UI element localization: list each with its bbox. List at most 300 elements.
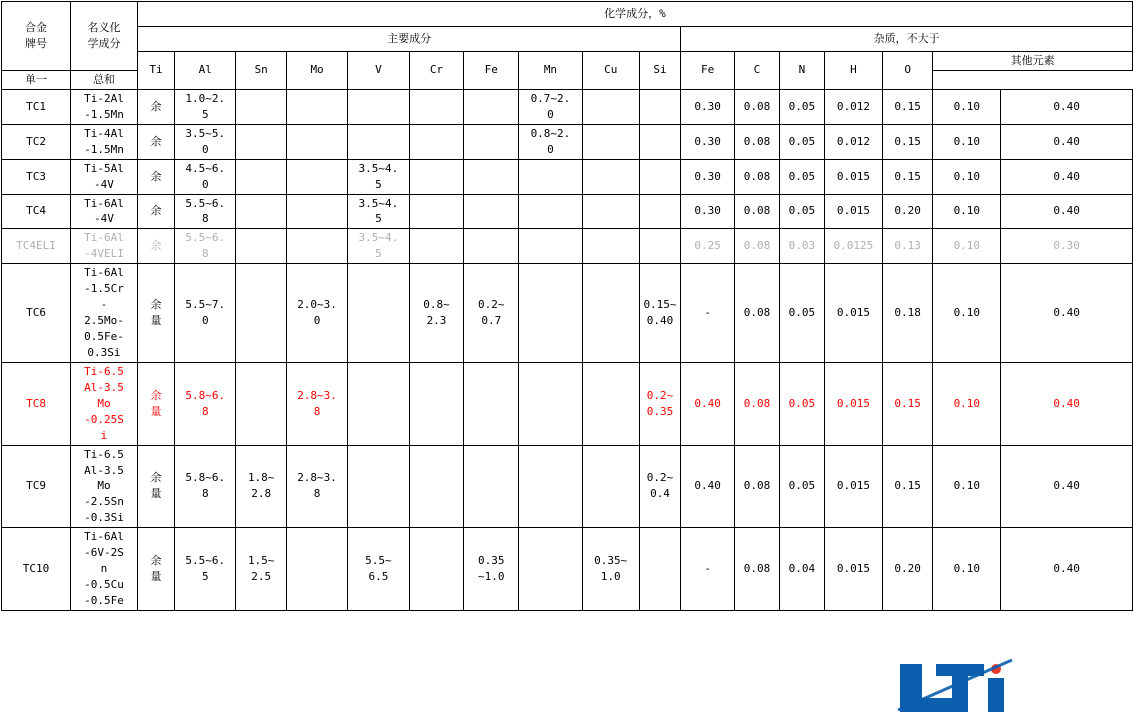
header-row-groups <box>2 27 1133 52</box>
cell-alloy-code <box>2 362 71 445</box>
cell-main-fe <box>464 528 519 611</box>
cell-nominal-line: Ti-6Al <box>84 530 124 544</box>
cell-nominal-composition <box>71 229 138 264</box>
cell-impurity-fe <box>681 194 735 229</box>
header-alloy-code <box>2 2 71 71</box>
cell-alloy-code <box>2 194 71 229</box>
cell-impurity-fe <box>681 528 735 611</box>
cell-impurity-n <box>779 194 824 229</box>
cell-main-v <box>348 194 409 229</box>
cell-main-al-line: 5.5~7. <box>185 298 226 312</box>
cell-other-single <box>933 124 1001 159</box>
cell-impurity-c <box>735 194 780 229</box>
cell-main-sn-line: 2.5 <box>251 570 272 584</box>
cell-impurity-h-line: 0.012 <box>836 134 870 148</box>
cell-main-si <box>639 229 681 264</box>
cell-main-cr <box>409 194 464 229</box>
cell-nominal-line: -4V <box>94 212 114 226</box>
cell-impurity-n <box>779 89 824 124</box>
cell-main-ti-line: 余 <box>150 169 162 183</box>
cell-main-cu <box>582 264 639 363</box>
cell-impurity-fe-line: 0.40 <box>694 479 721 493</box>
cell-main-mo-line: 8 <box>313 404 321 418</box>
cell-main-sn <box>236 264 286 363</box>
cell-other-total-line: 0.40 <box>1053 396 1080 410</box>
cell-nominal-line: -1.5Cr <box>84 282 124 296</box>
cell-other-total-line: 0.40 <box>1053 204 1080 218</box>
cell-nominal-line: Ti-2Al <box>84 91 124 105</box>
header-nominal-line2: 学成分 <box>87 36 121 50</box>
cell-main-v-line: 3.5~4. <box>358 231 399 245</box>
cell-main-mo <box>286 362 347 445</box>
cell-main-mo <box>286 194 347 229</box>
cell-nominal-line: -4V <box>94 177 114 191</box>
cell-main-sn-line: 2.8 <box>251 487 272 501</box>
cell-main-fe <box>464 194 519 229</box>
cell-main-v <box>348 89 409 124</box>
cell-impurity-h-line: 0.0125 <box>833 239 874 253</box>
cell-main-al-line: 5.8~6. <box>185 388 226 402</box>
cell-main-mn <box>519 159 583 194</box>
cell-main-al <box>175 264 236 363</box>
header-col-single: 单一 <box>2 70 71 89</box>
cell-impurity-n <box>779 528 824 611</box>
cell-main-ti <box>137 528 174 611</box>
cell-main-sn <box>236 159 286 194</box>
cell-main-mn <box>519 528 583 611</box>
cell-other-total-line: 0.40 <box>1053 479 1080 493</box>
header-col-v: V <box>348 52 409 90</box>
cell-impurity-fe-line: 0.30 <box>694 99 721 113</box>
header-nominal-line1: 名义化 <box>87 21 121 35</box>
header-col-mo: Mo <box>286 52 347 90</box>
cell-impurity-h-line: 0.015 <box>836 204 870 218</box>
cell-nominal-line: Ti-6.5 <box>84 364 124 378</box>
cell-main-mo <box>286 445 347 528</box>
header-col-al: Al <box>175 52 236 90</box>
cell-main-mn <box>519 89 583 124</box>
cell-main-al <box>175 528 236 611</box>
cell-main-mo <box>286 229 347 264</box>
cell-nominal-line: Ti-6Al <box>84 231 124 245</box>
cell-main-al-line: 0 <box>201 177 209 191</box>
cell-main-cu <box>582 362 639 445</box>
cell-other-single-line: 0.10 <box>953 396 981 410</box>
cell-nominal-line: 0.3Si <box>87 345 121 359</box>
cell-main-al-line: 8 <box>201 487 209 501</box>
cell-nominal-line: -6V-2S <box>84 546 124 560</box>
cell-main-ti-line: 余 <box>150 471 162 485</box>
cell-impurity-o <box>882 264 932 363</box>
cell-nominal-line: 2.5Mo- <box>84 314 124 328</box>
cell-alloy-code-line: TC4ELI <box>16 239 56 253</box>
cell-impurity-h-line: 0.012 <box>836 99 870 113</box>
cell-impurity-n-line: 0.05 <box>788 204 816 218</box>
cell-impurity-c-line: 0.08 <box>743 134 771 148</box>
cell-impurity-o-line: 0.18 <box>894 306 921 320</box>
cell-other-total-line: 0.40 <box>1053 134 1080 148</box>
cell-impurity-h <box>824 194 882 229</box>
cell-main-mo-line: 2.8~3. <box>297 388 337 402</box>
cell-main-al-line: 8 <box>201 247 209 261</box>
cell-main-al <box>175 159 236 194</box>
cell-main-sn <box>236 528 286 611</box>
cell-main-v <box>348 528 409 611</box>
cell-main-si <box>639 445 681 528</box>
cell-nominal-composition <box>71 89 138 124</box>
cell-other-single-line: 0.10 <box>953 306 981 320</box>
cell-nominal-line: Mo <box>97 396 111 410</box>
cell-main-v-line: 3.5~4. <box>358 161 399 175</box>
cell-nominal-composition <box>71 445 138 528</box>
cell-main-si <box>639 124 681 159</box>
cell-main-v-line: 5 <box>375 247 382 261</box>
cell-main-ti-line: 余 <box>150 554 162 568</box>
cell-impurity-h-line: 0.015 <box>836 479 870 493</box>
cell-impurity-h <box>824 445 882 528</box>
cell-impurity-n-line: 0.05 <box>788 99 816 113</box>
cell-main-al <box>175 194 236 229</box>
cell-main-ti-line: 余 <box>150 134 162 148</box>
cell-other-total <box>1001 264 1133 363</box>
cell-impurity-c-line: 0.08 <box>743 204 771 218</box>
cell-impurity-c <box>735 528 780 611</box>
cell-other-total-line: 0.40 <box>1053 306 1080 320</box>
header-col-mn: Mn <box>519 52 583 90</box>
cell-impurity-n-line: 0.05 <box>788 169 816 183</box>
cell-impurity-fe <box>681 362 735 445</box>
header-group-other-elements: 其他元素 <box>933 52 1133 71</box>
cell-main-fe <box>464 362 519 445</box>
cell-impurity-n-line: 0.05 <box>788 479 816 493</box>
cell-main-fe <box>464 229 519 264</box>
cell-main-sn-line: 1.5~ <box>247 554 275 568</box>
cell-main-mn <box>519 264 583 363</box>
cell-impurity-o <box>882 194 932 229</box>
cell-alloy-code-line: TC4 <box>26 204 46 218</box>
cell-impurity-c <box>735 445 780 528</box>
cell-alloy-code <box>2 89 71 124</box>
cell-main-si-line: 0.40 <box>646 314 674 328</box>
header-col-sn: Sn <box>236 52 286 90</box>
cell-main-ti <box>137 124 174 159</box>
cell-main-mo <box>286 124 347 159</box>
cell-impurity-c <box>735 159 780 194</box>
header-group-impurity: 杂质，不大于 <box>681 27 1133 52</box>
header-col-total: 总和 <box>71 70 138 89</box>
cell-main-fe <box>464 89 519 124</box>
chemical-composition-table <box>1 1 1133 611</box>
cell-impurity-c <box>735 264 780 363</box>
cell-main-mn-line: 0.8~2. <box>530 126 571 140</box>
cell-main-mn <box>519 229 583 264</box>
header-nominal-composition <box>71 2 138 71</box>
cell-main-ti <box>137 445 174 528</box>
cell-main-mo-line: 0 <box>313 314 321 328</box>
cell-alloy-code <box>2 159 71 194</box>
cell-main-al-line: 5.5~6. <box>185 554 226 568</box>
cell-nominal-composition <box>71 159 138 194</box>
cell-main-fe-line: 0.2~ <box>478 298 505 312</box>
cell-main-mo <box>286 89 347 124</box>
cell-impurity-h <box>824 362 882 445</box>
cell-impurity-o-line: 0.15 <box>894 134 921 148</box>
cell-main-cr <box>409 89 464 124</box>
header-col-si: Si <box>639 52 681 90</box>
cell-impurity-fe-line: - <box>704 306 711 320</box>
cell-impurity-c-line: 0.08 <box>743 239 771 253</box>
cell-impurity-c <box>735 362 780 445</box>
cell-main-cu <box>582 445 639 528</box>
cell-nominal-line: Ti-6Al <box>84 196 124 210</box>
cell-main-cr <box>409 229 464 264</box>
cell-main-al-line: 1.0~2. <box>185 91 226 105</box>
cell-main-ti <box>137 264 174 363</box>
cell-main-cr <box>409 159 464 194</box>
cell-nominal-line: Ti-6.5 <box>84 447 124 461</box>
cell-other-single-line: 0.10 <box>953 562 981 576</box>
cell-main-si-line: 0.2~ <box>646 388 674 402</box>
cell-main-sn <box>236 194 286 229</box>
cell-main-ti <box>137 159 174 194</box>
cell-impurity-fe <box>681 445 735 528</box>
cell-alloy-code <box>2 264 71 363</box>
cell-main-al-line: 8 <box>201 212 209 226</box>
cell-main-al-line: 8 <box>201 404 209 418</box>
cell-impurity-n <box>779 124 824 159</box>
cell-other-total <box>1001 528 1133 611</box>
cell-alloy-code <box>2 445 71 528</box>
cell-nominal-line: Ti-5Al <box>84 161 124 175</box>
cell-main-sn <box>236 124 286 159</box>
cell-nominal-composition <box>71 194 138 229</box>
table-row <box>2 159 1133 194</box>
cell-main-v-line: 6.5 <box>368 570 389 584</box>
cell-main-al <box>175 362 236 445</box>
cell-other-single-line: 0.10 <box>953 169 981 183</box>
cell-main-cr <box>409 528 464 611</box>
cell-other-total <box>1001 124 1133 159</box>
header-col-fe-impurity: Fe <box>681 52 735 90</box>
cell-impurity-fe-line: 0.25 <box>694 239 721 253</box>
cell-main-cu <box>582 159 639 194</box>
header-col-cu: Cu <box>582 52 639 90</box>
cell-other-total <box>1001 89 1133 124</box>
cell-impurity-n <box>779 229 824 264</box>
table-row <box>2 362 1133 445</box>
cell-main-ti-line: 余 <box>150 204 162 218</box>
cell-main-cu <box>582 89 639 124</box>
cell-nominal-composition <box>71 264 138 363</box>
header-col-o: O <box>882 52 932 90</box>
cell-other-single <box>933 89 1001 124</box>
header-col-cr: Cr <box>409 52 464 90</box>
cell-main-mo <box>286 264 347 363</box>
cell-main-al-line: 0 <box>201 314 209 328</box>
cell-main-si <box>639 528 681 611</box>
cell-impurity-c-line: 0.08 <box>743 396 771 410</box>
cell-alloy-code-line: TC3 <box>26 169 46 183</box>
cell-main-cu <box>582 194 639 229</box>
table-row <box>2 229 1133 264</box>
table-row <box>2 194 1133 229</box>
cell-other-total <box>1001 445 1133 528</box>
cell-impurity-fe-line: - <box>704 562 711 576</box>
cell-impurity-c-line: 0.08 <box>743 169 771 183</box>
cell-main-cr <box>409 124 464 159</box>
cell-impurity-o <box>882 445 932 528</box>
cell-impurity-n <box>779 264 824 363</box>
cell-main-mo-line: 2.8~3. <box>297 471 337 485</box>
cell-main-mn <box>519 194 583 229</box>
table-row <box>2 264 1133 363</box>
cell-main-ti-line: 量 <box>150 487 162 501</box>
header-row-subgroups <box>2 52 1133 71</box>
cell-other-total <box>1001 362 1133 445</box>
cell-nominal-line: Ti-6Al <box>84 266 124 280</box>
lti-watermark-logo <box>892 658 1042 718</box>
cell-main-mo <box>286 159 347 194</box>
table-row <box>2 89 1133 124</box>
cell-impurity-h <box>824 124 882 159</box>
cell-impurity-fe <box>681 229 735 264</box>
header-col-fe-main: Fe <box>464 52 519 90</box>
cell-impurity-c-line: 0.08 <box>743 562 771 576</box>
cell-main-fe-line: 0.7 <box>481 314 502 328</box>
cell-nominal-line: -0.5Cu <box>84 578 124 592</box>
cell-nominal-line: -0.25S <box>84 412 124 426</box>
cell-other-single <box>933 528 1001 611</box>
cell-nominal-line: -1.5Mn <box>84 142 124 156</box>
cell-impurity-o-line: 0.15 <box>894 169 921 183</box>
cell-main-mn <box>519 445 583 528</box>
cell-main-mn-line: 0.7~2. <box>530 91 571 105</box>
cell-impurity-o <box>882 89 932 124</box>
cell-nominal-line: -1.5Mn <box>84 107 124 121</box>
cell-main-ti-line: 余 <box>150 298 162 312</box>
cell-other-single <box>933 194 1001 229</box>
cell-main-ti-line: 量 <box>150 314 162 328</box>
cell-main-v <box>348 264 409 363</box>
cell-other-total-line: 0.30 <box>1053 239 1080 253</box>
cell-impurity-n-line: 0.03 <box>788 239 816 253</box>
cell-nominal-line: -0.5Fe <box>84 594 124 607</box>
cell-impurity-o-line: 0.20 <box>894 562 921 576</box>
cell-impurity-fe <box>681 124 735 159</box>
cell-impurity-n-line: 0.05 <box>788 134 816 148</box>
cell-main-al <box>175 124 236 159</box>
cell-impurity-n <box>779 159 824 194</box>
cell-main-si <box>639 194 681 229</box>
cell-other-total <box>1001 159 1133 194</box>
cell-main-si <box>639 362 681 445</box>
cell-impurity-fe-line: 0.30 <box>694 169 721 183</box>
cell-impurity-h <box>824 528 882 611</box>
cell-impurity-o-line: 0.20 <box>894 204 921 218</box>
cell-alloy-code-line: TC8 <box>26 396 46 410</box>
cell-impurity-o-line: 0.13 <box>894 239 921 253</box>
cell-main-sn <box>236 445 286 528</box>
cell-main-sn <box>236 89 286 124</box>
cell-main-fe <box>464 264 519 363</box>
cell-impurity-h <box>824 229 882 264</box>
cell-main-fe-line: 0.35 <box>478 554 505 568</box>
cell-main-al-line: 3.5~5. <box>185 126 226 140</box>
header-alloy-code-line2: 牌号 <box>25 36 48 50</box>
cell-impurity-o <box>882 229 932 264</box>
cell-other-single-line: 0.10 <box>953 239 981 253</box>
cell-impurity-c-line: 0.08 <box>743 99 771 113</box>
cell-alloy-code <box>2 124 71 159</box>
cell-main-al-line: 5 <box>201 107 209 121</box>
cell-main-ti <box>137 229 174 264</box>
cell-impurity-h-line: 0.015 <box>836 396 870 410</box>
cell-nominal-line: - <box>100 298 108 312</box>
cell-main-v-line: 5 <box>375 212 382 226</box>
table-row <box>2 528 1133 611</box>
cell-other-total-line: 0.40 <box>1053 562 1080 576</box>
cell-impurity-o <box>882 362 932 445</box>
cell-other-single <box>933 264 1001 363</box>
cell-main-cu-line: 1.0 <box>600 570 621 584</box>
header-group-main: 主要成分 <box>137 27 680 52</box>
cell-main-si-line: 0.4 <box>650 487 670 501</box>
table-body <box>2 89 1133 610</box>
cell-alloy-code <box>2 528 71 611</box>
cell-main-sn-line: 1.8~ <box>247 471 275 485</box>
cell-main-si-line: 0.2~ <box>646 471 674 485</box>
cell-main-v <box>348 159 409 194</box>
cell-other-single <box>933 445 1001 528</box>
cell-impurity-c <box>735 229 780 264</box>
cell-main-cr <box>409 445 464 528</box>
cell-main-mo-line: 2.0~3. <box>297 298 337 312</box>
cell-alloy-code-line: TC6 <box>26 306 46 320</box>
cell-other-single <box>933 159 1001 194</box>
cell-main-al-line: 5.5~6. <box>185 231 226 245</box>
cell-nominal-composition <box>71 362 138 445</box>
cell-main-mo <box>286 528 347 611</box>
cell-main-cu <box>582 229 639 264</box>
cell-nominal-composition <box>71 528 138 611</box>
cell-main-ti <box>137 89 174 124</box>
header-col-n: N <box>779 52 824 90</box>
cell-main-fe-line: ~1.0 <box>478 570 505 584</box>
cell-other-total-line: 0.40 <box>1053 99 1080 113</box>
cell-impurity-fe-line: 0.40 <box>694 396 721 410</box>
cell-impurity-h-line: 0.015 <box>836 169 870 183</box>
cell-main-fe <box>464 159 519 194</box>
cell-main-si-line: 0.35 <box>646 404 674 418</box>
cell-impurity-o <box>882 124 932 159</box>
cell-main-ti-line: 余 <box>150 388 162 402</box>
cell-main-fe <box>464 445 519 528</box>
cell-impurity-c-line: 0.08 <box>743 479 771 493</box>
cell-main-al-line: 5.5~6. <box>185 196 226 210</box>
cell-main-v <box>348 124 409 159</box>
cell-main-sn <box>236 229 286 264</box>
header-col-ti: Ti <box>137 52 174 90</box>
cell-main-al-line: 5.8~6. <box>185 471 226 485</box>
cell-impurity-n-line: 0.05 <box>788 306 816 320</box>
cell-nominal-line: -2.5Sn <box>84 495 124 509</box>
cell-main-ti-line: 余 <box>150 99 162 113</box>
cell-impurity-h-line: 0.015 <box>836 562 870 576</box>
cell-impurity-fe-line: 0.30 <box>694 204 721 218</box>
cell-impurity-o-line: 0.15 <box>894 479 921 493</box>
table-row <box>2 445 1133 528</box>
cell-main-si <box>639 159 681 194</box>
